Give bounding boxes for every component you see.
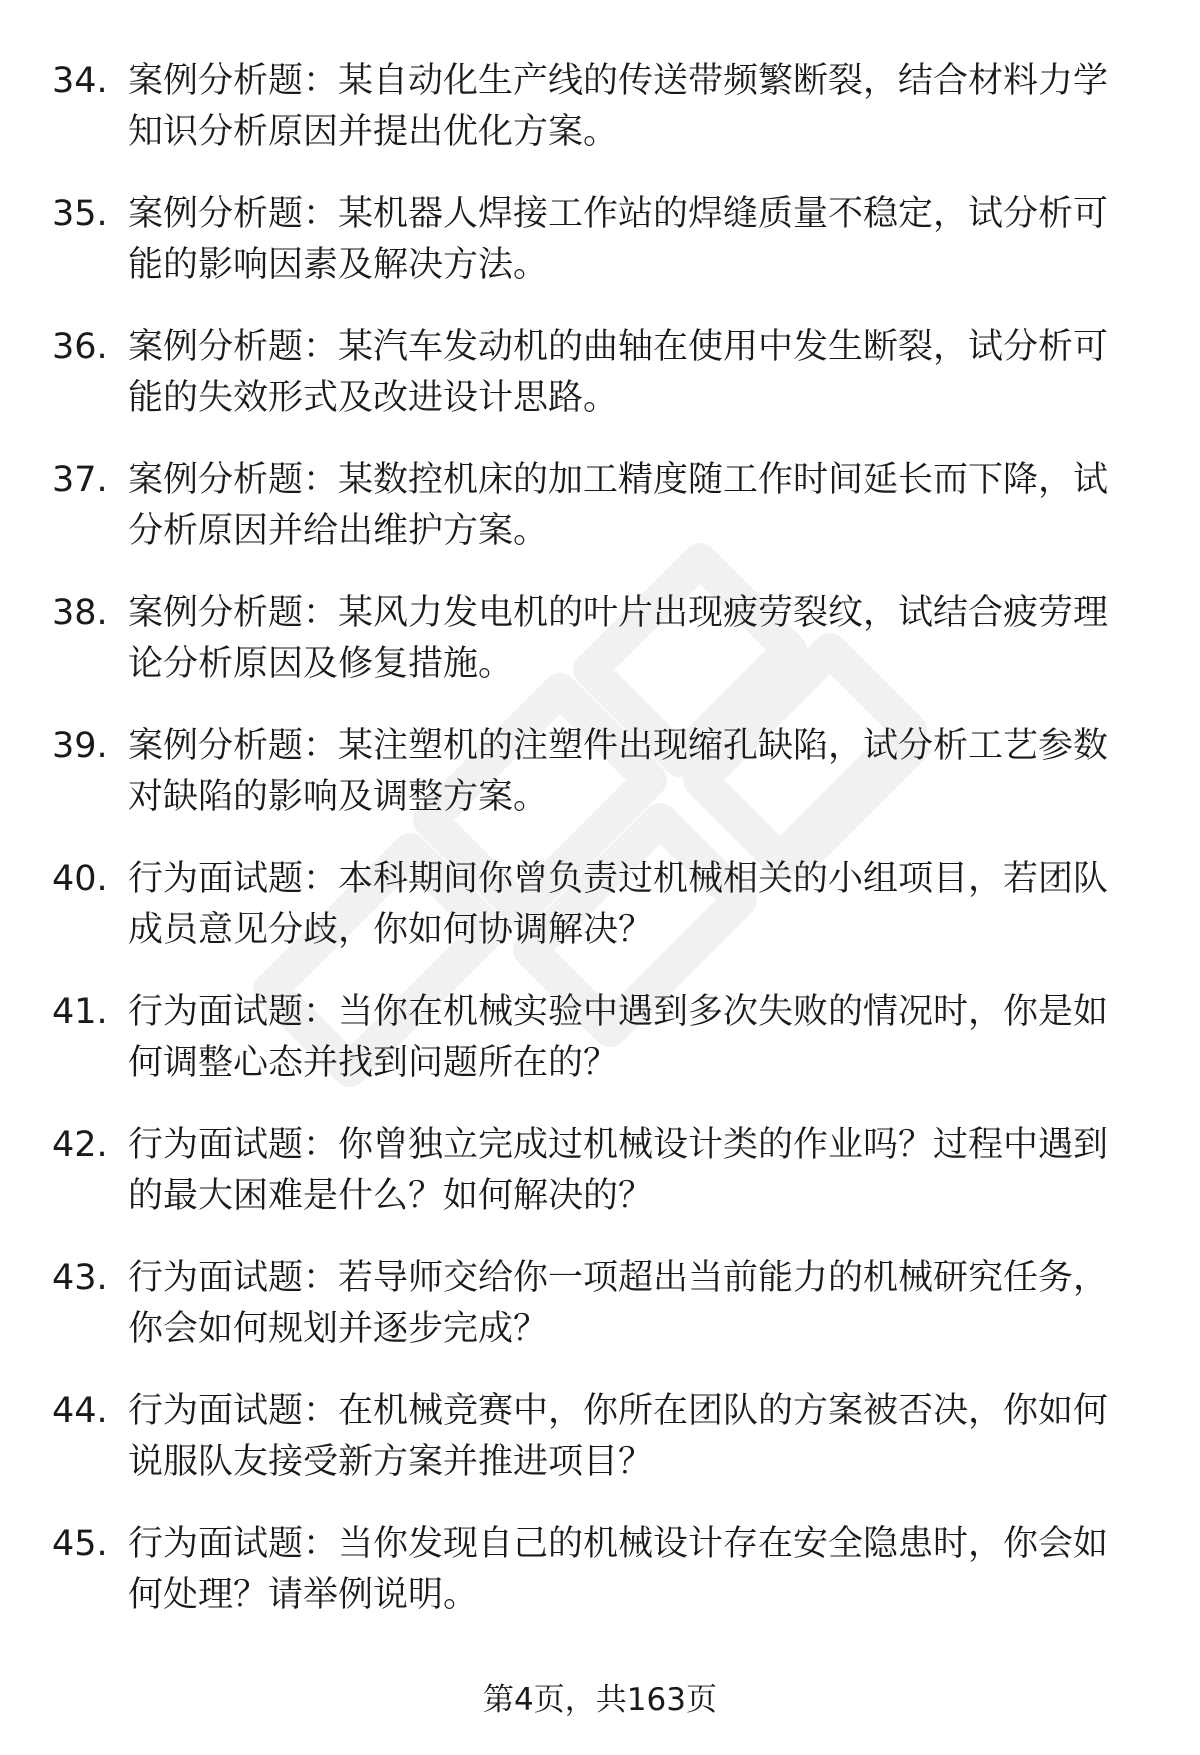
- question-list: [0, 56, 1200, 1652]
- question-number: 35.: [52, 194, 108, 234]
- question-text: 案例分析题：某注塑机的注塑件出现缩孔缺陷，试分析工艺参数 对缺陷的影响及调整方案。: [128, 726, 1109, 817]
- question-item: [0, 588, 1200, 721]
- question-item: [0, 1386, 1200, 1519]
- question-number: 44.: [52, 1391, 108, 1431]
- question-item: [0, 56, 1200, 189]
- question-text: 案例分析题：某汽车发动机的曲轴在使用中发生断裂，试分析可 能的失效形式及改进设计思路。: [128, 327, 1109, 418]
- question-number: 39.: [52, 726, 108, 766]
- question-text: 行为面试题：当你在机械实验中遇到多次失败的情况时，你是如 何调整心态并找到问题所在的？: [128, 992, 1109, 1083]
- question-number: 41.: [52, 992, 108, 1032]
- question-text: 行为面试题：你曾独立完成过机械设计类的作业吗？过程中遇到 的最大困难是什么？如何解决的？: [128, 1125, 1109, 1216]
- question-text: 行为面试题：本科期间你曾负责过机械相关的小组项目，若团队 成员意见分歧，你如何协调解决？: [128, 859, 1109, 950]
- question-number: 45.: [52, 1524, 108, 1564]
- page-number-label: 第4页，共163页: [483, 1682, 717, 1718]
- page-footer: [0, 1678, 1200, 1722]
- question-text: 案例分析题：某机器人焊接工作站的焊缝质量不稳定，试分析可 能的影响因素及解决方法。: [128, 194, 1109, 285]
- question-item: [0, 1519, 1200, 1652]
- question-number: 38.: [52, 593, 108, 633]
- question-number: 36.: [52, 327, 108, 367]
- question-item: [0, 721, 1200, 854]
- question-number: 43.: [52, 1258, 108, 1298]
- question-number: 40.: [52, 859, 108, 899]
- question-item: [0, 1253, 1200, 1386]
- question-text: 行为面试题：在机械竞赛中，你所在团队的方案被否决，你如何 说服队友接受新方案并推进项目？: [128, 1391, 1109, 1482]
- question-item: [0, 854, 1200, 987]
- question-number: 34.: [52, 61, 108, 101]
- question-text: 案例分析题：某自动化生产线的传送带频繁断裂，结合材料力学 知识分析原因并提出优化方案。: [128, 61, 1109, 152]
- question-item: [0, 987, 1200, 1120]
- question-number: 37.: [52, 460, 108, 500]
- question-item: [0, 189, 1200, 322]
- question-item: [0, 322, 1200, 455]
- question-item: [0, 455, 1200, 588]
- question-item: [0, 1120, 1200, 1253]
- question-text: 行为面试题：若导师交给你一项超出当前能力的机械研究任务， 你会如何规划并逐步完成？: [128, 1258, 1109, 1349]
- question-text: 案例分析题：某风力发电机的叶片出现疲劳裂纹，试结合疲劳理 论分析原因及修复措施。: [128, 593, 1109, 684]
- question-number: 42.: [52, 1125, 108, 1165]
- question-text: 行为面试题：当你发现自己的机械设计存在安全隐患时，你会如 何处理？请举例说明。: [128, 1524, 1109, 1615]
- question-text: 案例分析题：某数控机床的加工精度随工作时间延长而下降，试 分析原因并给出维护方案。: [128, 460, 1109, 551]
